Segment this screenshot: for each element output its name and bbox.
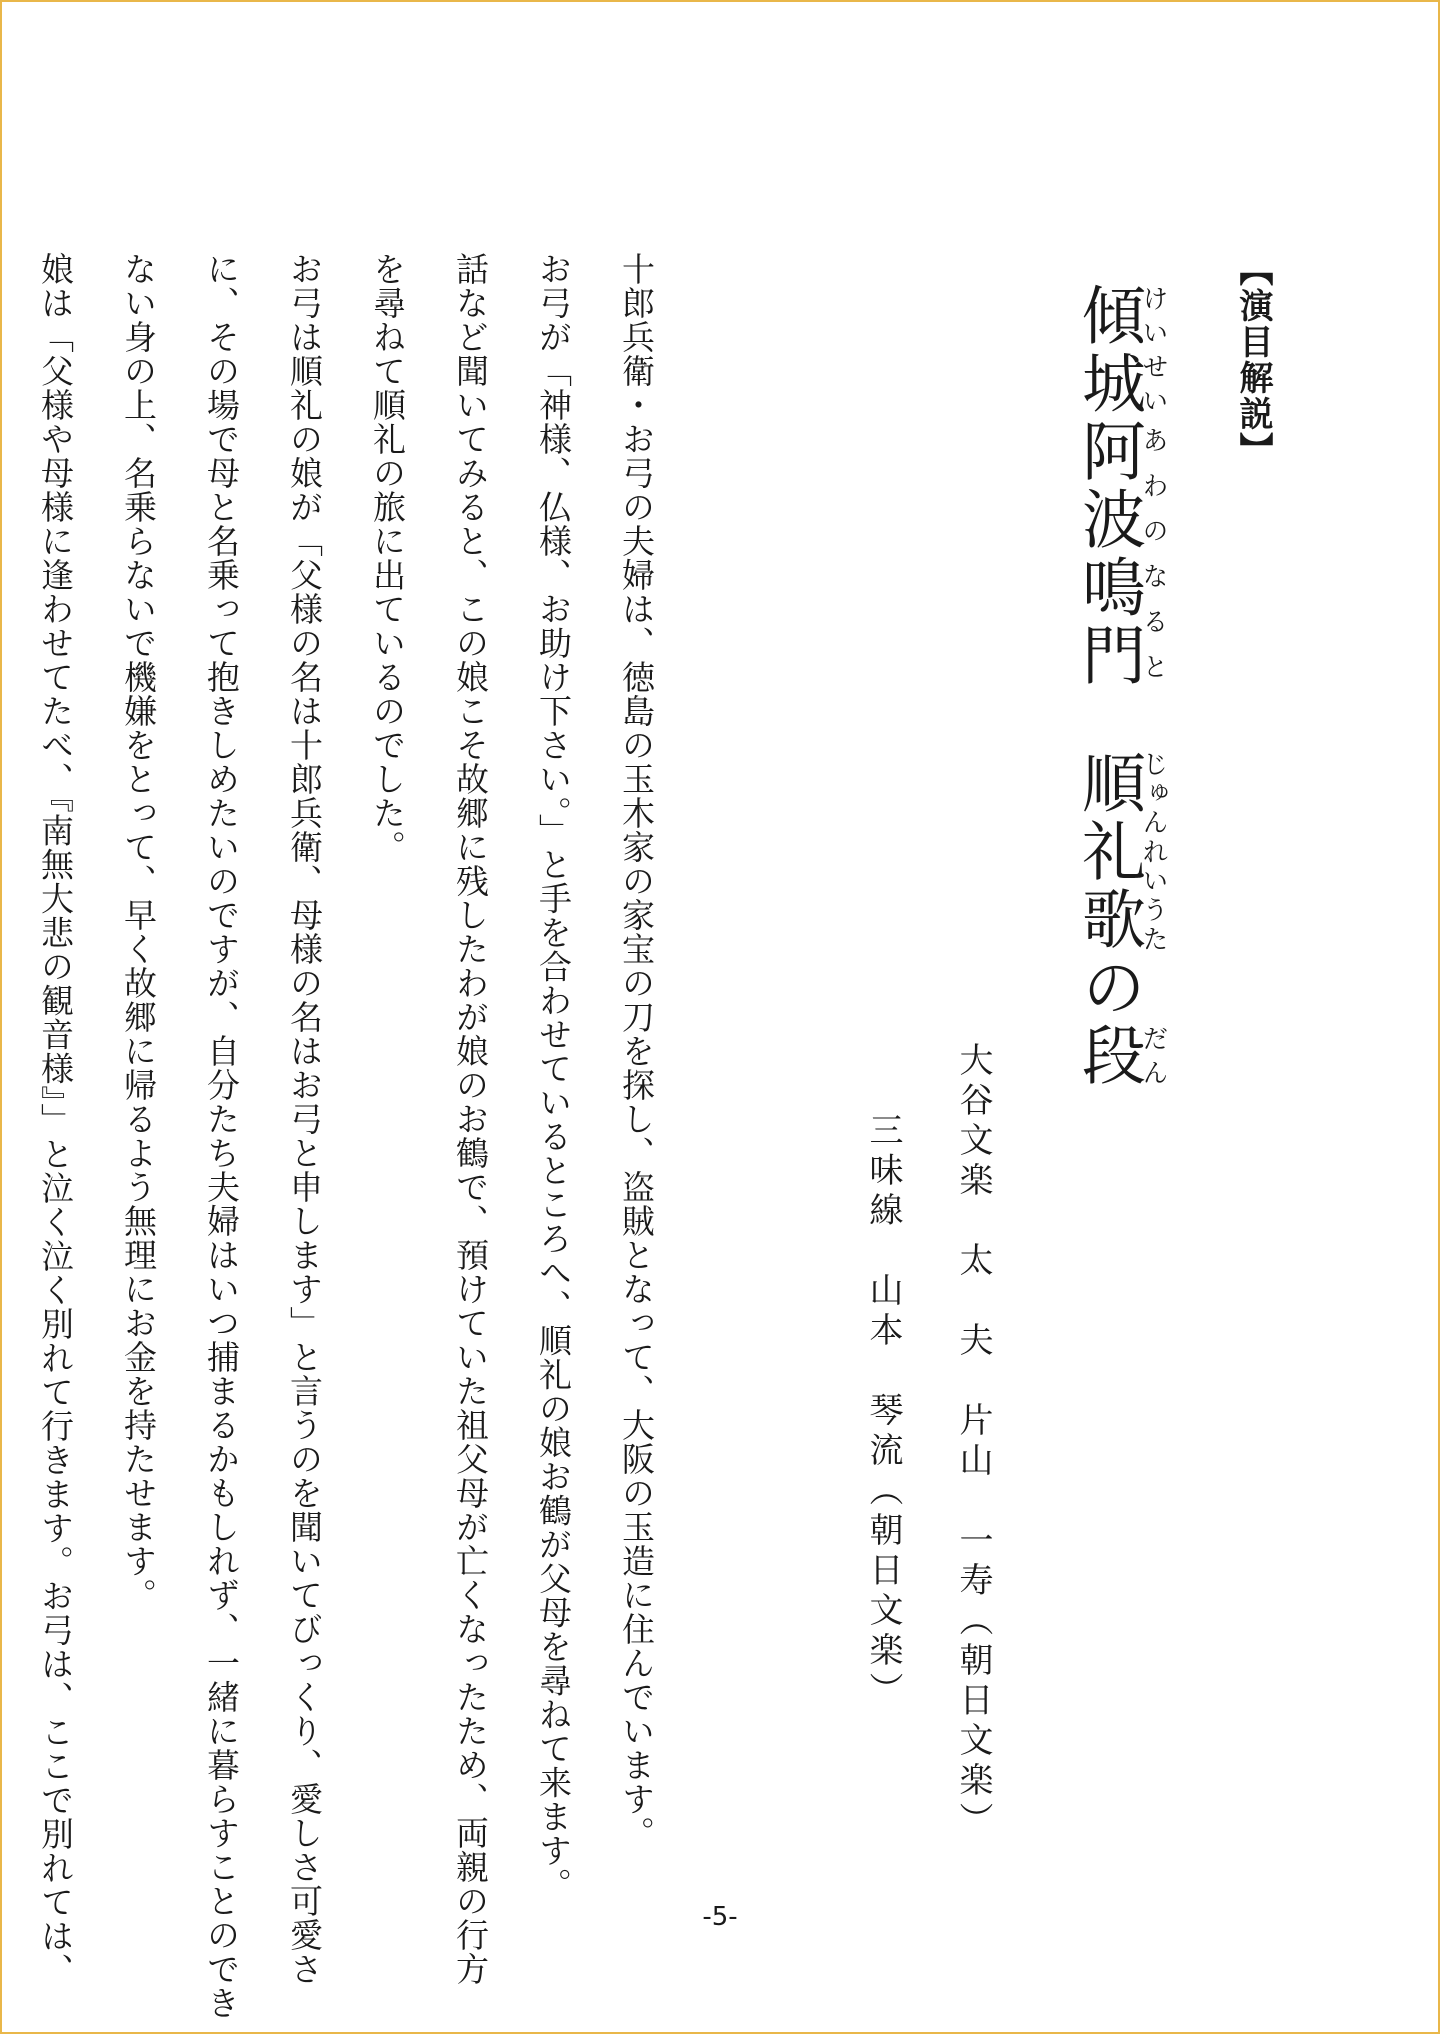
text-line: を尋ねて順礼の旅に出ているのでした。 — [368, 252, 407, 864]
text-line: ない身の上、名乗らないで機嫌をとって、早く故郷に帰るよう無理にお金を持たせます。 — [119, 252, 158, 1612]
title-word: 鳴門なると — [1071, 554, 1168, 690]
title-word: 阿波あわの — [1071, 418, 1168, 554]
text-line — [0, 252, 14, 2020]
title-word: 順礼歌じゅんれいうた — [1071, 750, 1168, 954]
text-line: 十郎兵衛・お弓の夫婦は、徳島の玉木家の家宝の刀を探し、盗賊となって、大阪の玉造に住んでいます。 — [617, 252, 656, 1850]
title-word: の — [1071, 954, 1145, 1022]
synopsis-text — [0, 252, 678, 2020]
title-word: 段だん — [1071, 1022, 1168, 1090]
title-word: 傾城けいせい — [1071, 282, 1168, 418]
credit-tayu: 大谷文楽 太 夫 片山 一寿（朝日文楽） — [953, 1042, 993, 1842]
credit-shamisen: 三味線 山本 琴流（朝日文楽） — [863, 1112, 903, 1712]
text-line: お弓は順礼の娘が「父様の名は十郎兵衛、母様の名はお弓と申します」と言うのを聞いてびっくり、愛しさ可愛さ — [285, 252, 324, 1986]
text-line: 話など聞いてみると、この娘こそ故郷に残したわが娘のお鶴で、預けていた祖父母が亡くなったため、両親の行方 — [451, 252, 490, 1986]
page-number: -5- — [702, 1902, 738, 1932]
play-title — [1062, 282, 1168, 1090]
text-line: 娘は「父様や母様に逢わせてたべ、『南無大悲の観音様』」と泣く泣く別れて行きます。お弓は、ここで別れては、 — [36, 252, 75, 1987]
text-line: に、その場で母と名乗って抱きしめたいのですが、自分たち夫婦はいつ捕まるかもしれず、一緒に暮らすことのでき — [202, 252, 241, 2020]
text-line: お弓が「神様、仏様、お助け下さい。」と手を合わせているところへ、順礼の娘お鶴が父母を尋ねて来ます。 — [534, 252, 573, 1902]
section-tag: 【演目解説】 — [1233, 252, 1273, 468]
